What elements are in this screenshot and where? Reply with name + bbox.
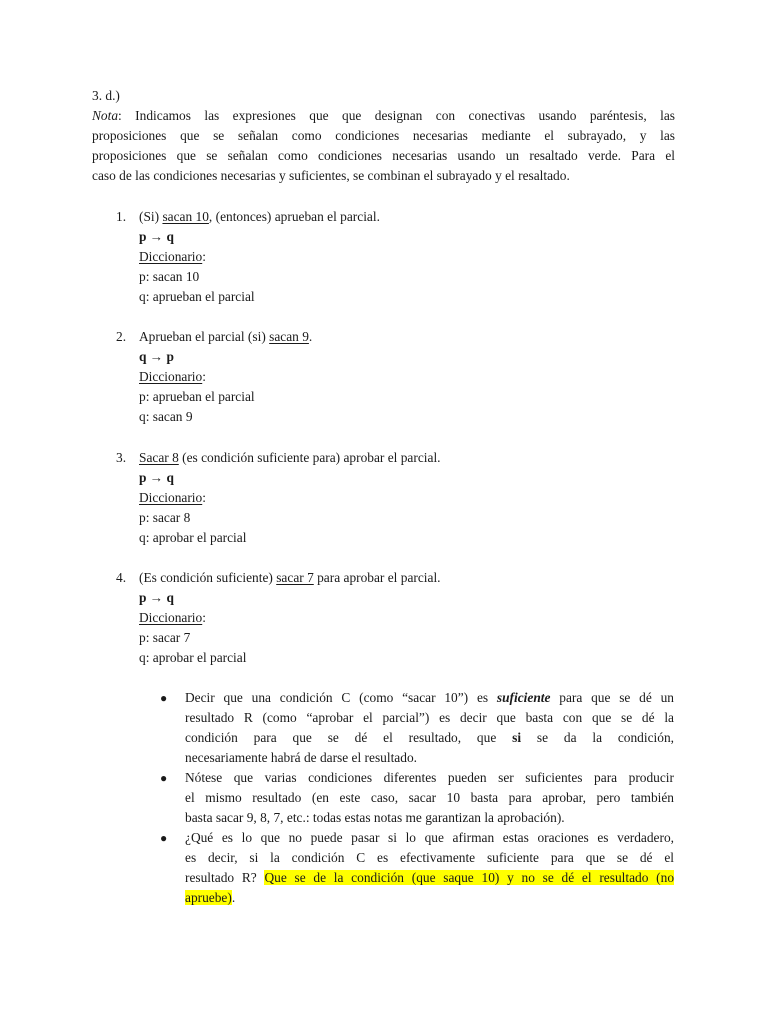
dictionary-p: p: aprueban el parcial — [139, 389, 255, 404]
bullet-icon: ● — [160, 691, 168, 705]
section-heading: 3. d.) — [92, 88, 120, 103]
dictionary-label: Diccionario: — [139, 490, 206, 505]
bullet-line: condición para que se dé el resultado, que si se da la condición, — [185, 730, 675, 745]
highlighted-answer: Que se de la condición (que saque 10) y no se dé el resultado (no — [264, 870, 675, 885]
highlighted-answer: apruebe) — [185, 890, 232, 905]
dictionary-q: q: aprobar el parcial — [139, 530, 247, 545]
dictionary-label: Diccionario: — [139, 610, 206, 625]
item-formula: p → q — [139, 470, 174, 485]
item-sentence: Aprueban el parcial (si) sacan 9. — [139, 329, 313, 344]
nota-line-4: caso de las condiciones necesarias y suficientes, se combinan el subrayado y el resaltado. — [92, 168, 570, 183]
item-formula: p → q — [139, 229, 174, 244]
dictionary-q: q: aprobar el parcial — [139, 650, 247, 665]
item-formula: p → q — [139, 590, 174, 605]
item-number: 3. — [116, 450, 127, 465]
item-number: 1. — [116, 209, 127, 224]
dictionary-q: q: aprueban el parcial — [139, 289, 255, 304]
bullet-line: necesariamente habrá de darse el resultado. — [185, 750, 417, 765]
dictionary-p: p: sacan 10 — [139, 269, 200, 284]
dictionary-p: p: sacar 8 — [139, 510, 191, 525]
bullet-line: Decir que una condición C (como “sacar 10”) es suficiente para que se dé un — [185, 690, 674, 705]
bullet-icon: ● — [160, 771, 168, 785]
dictionary-label: Diccionario: — [139, 369, 206, 384]
nota-line-1: Nota: Indicamos las expresiones que que designan con conectivas usando paréntesis, las — [92, 108, 675, 123]
bullet-line: resultado R? Que se de la condición (que saque 10) y no se dé el resultado (no — [185, 870, 675, 885]
bullet-icon: ● — [160, 831, 168, 845]
item-number: 4. — [116, 570, 127, 585]
dictionary-q: q: sacan 9 — [139, 409, 193, 424]
item-sentence: (Es condición suficiente) sacar 7 para aprobar el parcial. — [139, 570, 441, 585]
bullet-line: apruebe). — [185, 890, 236, 905]
item-sentence: (Si) sacan 10, (entonces) aprueban el parcial. — [139, 209, 380, 224]
bullet-line: Nótese que varias condiciones diferentes pueden ser suficientes para producir — [185, 770, 674, 785]
bullet-line: basta sacar 9, 8, 7, etc.: todas estas notas me garantizan la aprobación). — [185, 810, 565, 825]
nota-line-2: proposiciones que se señalan como condiciones necesarias mediante el subrayado, y las — [92, 128, 675, 143]
item-sentence: Sacar 8 (es condición suficiente para) aprobar el parcial. — [139, 450, 441, 465]
item-number: 2. — [116, 329, 127, 344]
bullet-line: resultado R (como “aprobar el parcial”) es decir que basta con que se dé la — [185, 710, 674, 725]
nota-line-3: proposiciones que se señalan como condiciones necesarias usando un resaltado verde. Para el — [92, 148, 675, 163]
bullet-line: es decir, si la condición C es efectivamente suficiente para que se dé el — [185, 850, 674, 865]
nota-label: Nota — [92, 108, 119, 123]
bullet-line: el mismo resultado (en este caso, sacar 10 basta para aprobar, pero también — [185, 790, 674, 805]
dictionary-p: p: sacar 7 — [139, 630, 191, 645]
item-formula: q → p — [139, 349, 174, 364]
bullet-line: ¿Qué es lo que no puede pasar si lo que afirman estas oraciones es verdadero, — [185, 830, 674, 845]
dictionary-label: Diccionario: — [139, 249, 206, 264]
